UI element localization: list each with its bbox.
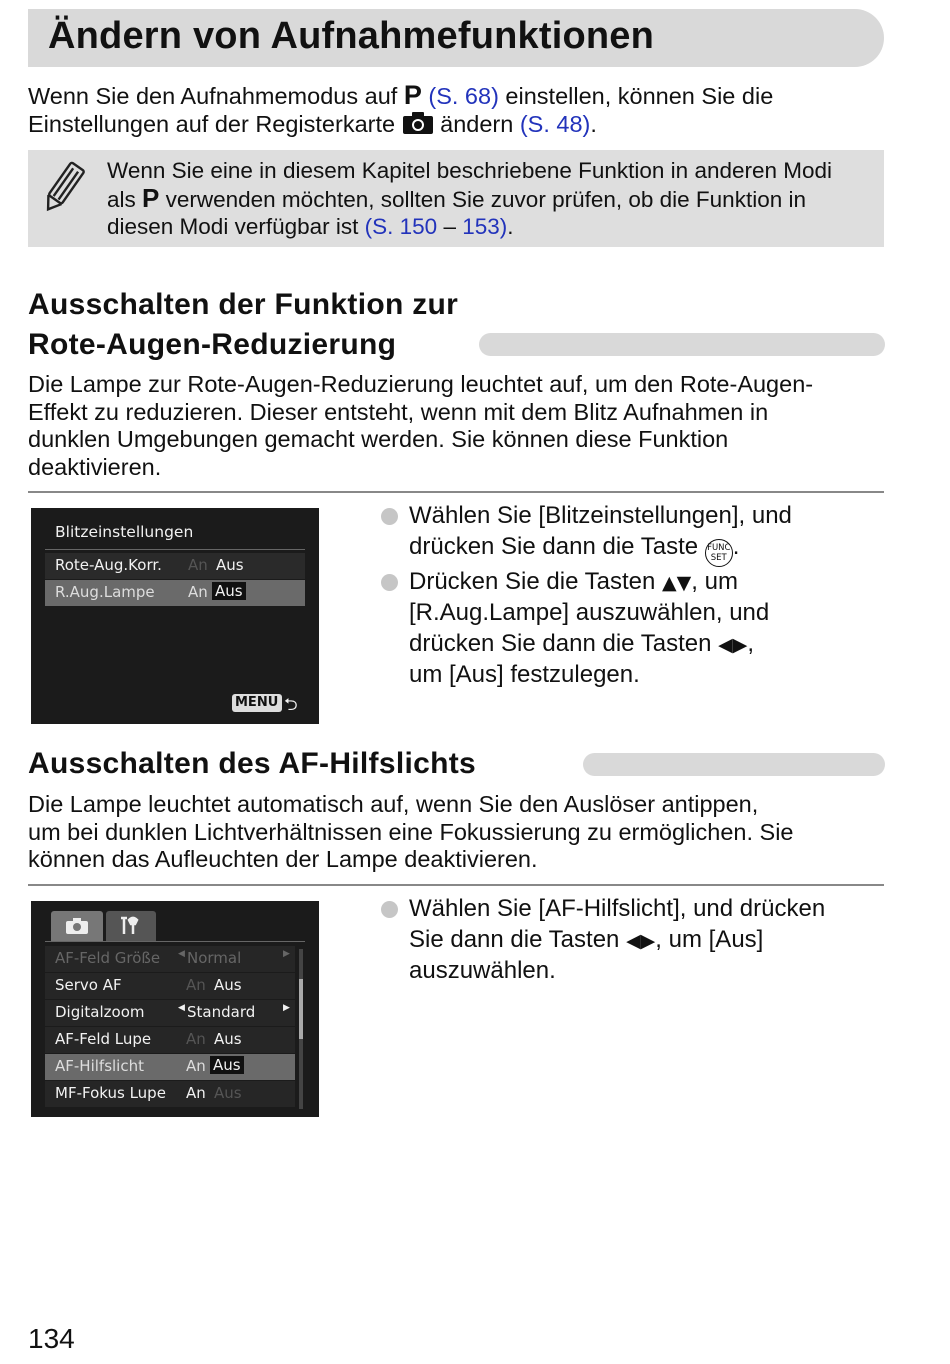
row-label: MF-Fokus Lupe: [55, 1084, 166, 1102]
row-option-on: An: [188, 583, 208, 601]
camera-screen-flash-settings: [31, 508, 319, 724]
link-page-48[interactable]: (S. 48): [519, 110, 591, 137]
menu-label: MENU: [235, 695, 279, 710]
note-line: [107, 213, 877, 241]
note-line: Wenn Sie eine in diesem Kapitel beschriebene Funktion in anderen Modi: [107, 158, 833, 183]
paragraph-line: Die Lampe zur Rote-Augen-Reduzierung leuchtet auf, um den Rote-Augen-: [28, 371, 814, 397]
page-number: 134: [28, 1323, 75, 1354]
bullet-line: um [Aus] festzulegen.: [409, 661, 640, 688]
bullet-item: [381, 501, 901, 567]
screen-row: AF-Feld Größe ◀ Normal ▶: [45, 946, 295, 972]
mode-p-icon: P: [403, 80, 422, 110]
screen-title: Blitzeinstellungen: [55, 523, 194, 541]
tab-setup: [106, 911, 156, 941]
row-label: AF-Hilfslicht: [55, 1057, 144, 1075]
scrollbar-thumb: [299, 979, 303, 1039]
link-page-150[interactable]: (S. 150: [364, 214, 438, 239]
row-option-off: Aus: [214, 1084, 242, 1102]
note-text-part: .: [507, 214, 514, 239]
set-label: SET: [710, 552, 727, 563]
paragraph-line: deaktivieren.: [28, 453, 162, 480]
intro-text: .: [590, 110, 597, 137]
heading-line: Rote-Augen-Reduzierung: [28, 328, 397, 361]
row-label: AF-Feld Lupe: [55, 1030, 152, 1048]
bullet-text: , um: [691, 567, 738, 595]
func-set-button-icon: [705, 539, 733, 567]
camera-tab-icon: [402, 111, 434, 142]
bullet-text: drücken Sie dann die Tasten: [409, 629, 719, 657]
row-label: R.Aug.Lampe: [55, 583, 155, 601]
screen-divider: [45, 941, 305, 942]
bullet-icon: [381, 901, 398, 918]
bullet-text: , um [Aus]: [655, 925, 764, 953]
bullet-line: [R.Aug.Lampe] auszuwählen, und: [409, 599, 770, 626]
note-text-part: diesen Modi verfügbar ist: [107, 214, 365, 239]
paragraph-line: um bei dunklen Lichtverhältnissen eine Fokussierung zu ermöglichen. Sie: [28, 818, 794, 845]
heading-bar: [583, 753, 885, 776]
screen-row: [45, 1081, 295, 1107]
paragraph-line: Die Lampe leuchtet automatisch auf, wenn Sie den Auslöser antippen,: [28, 791, 759, 817]
up-down-arrows-icon: ▲▼: [662, 571, 692, 594]
row-option-off: Aus: [214, 976, 242, 994]
intro-paragraph: [28, 82, 888, 141]
intro-text: ändern: [433, 110, 520, 137]
bullet-line: auszuwählen.: [409, 957, 556, 984]
row-option-off-selected: Aus: [212, 582, 246, 600]
pencil-icon: [40, 160, 86, 216]
row-option-on: An: [188, 556, 208, 574]
row-label: AF-Feld Größe: [55, 949, 161, 967]
row-option-on: An: [186, 1084, 206, 1102]
bullet-line: [409, 567, 901, 599]
paragraph-line: Effekt zu reduzieren. Dieser entsteht, wenn mit dem Blitz Aufnahmen in: [28, 398, 769, 425]
camera-icon: [65, 917, 89, 935]
row-label: Digitalzoom: [55, 1003, 145, 1021]
row-value: Standard: [187, 1003, 256, 1021]
note-text: [107, 157, 877, 241]
heading-line: Ausschalten der Funktion zur: [28, 288, 459, 321]
bullet-icon: [381, 508, 398, 525]
bullet-line: [409, 925, 901, 957]
mode-p-icon: P: [142, 182, 160, 213]
intro-text: Wenn Sie den Aufnahmemodus auf: [28, 83, 404, 109]
screen-divider: [45, 549, 305, 550]
screen-row-selected: [45, 1054, 295, 1080]
row-option-on: An: [186, 1057, 206, 1075]
section-heading-af-assist: Ausschalten des AF-Hilfslichts: [28, 747, 476, 780]
left-right-arrows-icon: ◀▶: [626, 929, 656, 952]
bullet-text: Drücken Sie die Tasten: [409, 567, 663, 595]
row-value: Normal: [187, 949, 242, 967]
note-text-part: verwenden möchten, sollten Sie zuvor prüfen, ob die Funktion in: [159, 186, 806, 212]
paragraph-line: dunklen Umgebungen gemacht werden. Sie können diese Funktion: [28, 426, 729, 452]
bullet-list-af-assist: [381, 894, 901, 987]
note-text-part: –: [437, 214, 463, 239]
section-heading-red-eye: [28, 285, 458, 365]
row-label: Servo AF: [55, 976, 122, 994]
bullet-line: [409, 629, 901, 661]
screen-row: [45, 553, 305, 579]
bullet-text: drücken Sie dann die Taste: [409, 532, 705, 560]
tools-icon: [119, 916, 143, 936]
screen-row-selected: [45, 580, 305, 606]
intro-text: Einstellungen auf der Registerkarte: [28, 110, 402, 137]
bullet-text: Sie dann die Tasten: [409, 925, 627, 953]
divider: [28, 491, 884, 493]
bullet-text: ,: [747, 629, 755, 657]
scrollbar-track: [299, 949, 303, 1109]
bullet-line: Wählen Sie [Blitzeinstellungen], und: [409, 502, 792, 529]
menu-button-icon: [232, 694, 282, 712]
divider: [28, 884, 884, 886]
row-option-on: An: [186, 1030, 206, 1048]
note-line: [107, 182, 877, 214]
bullet-line: [409, 532, 901, 567]
row-option-off-selected: Aus: [210, 1056, 244, 1074]
bullet-item: [381, 894, 901, 987]
tab-shooting: [51, 911, 103, 941]
bullet-icon: [381, 574, 398, 591]
row-option-off: Aus: [216, 556, 244, 574]
row-option-on: An: [186, 976, 206, 994]
note-text-part: als: [107, 186, 143, 212]
screen-row: Digitalzoom ◀ Standard ▶: [45, 1000, 295, 1026]
paragraph-line: können das Aufleuchten der Lampe deaktivieren.: [28, 846, 538, 872]
screen-row: [45, 1027, 295, 1053]
row-option-off: Aus: [214, 1030, 242, 1048]
heading-bar: [479, 333, 885, 356]
link-page-153[interactable]: 153): [462, 214, 508, 239]
bullet-item: [381, 567, 901, 691]
bullet-line: Wählen Sie [AF-Hilfslicht], und drücken: [409, 895, 826, 922]
link-page-68[interactable]: (S. 68): [428, 83, 499, 109]
back-arrow-icon: ⮌: [284, 695, 298, 715]
row-label: Rote-Aug.Korr.: [55, 556, 162, 574]
section1-paragraph: [28, 371, 898, 481]
bullet-text: .: [732, 532, 740, 560]
func-label: FUNC: [707, 542, 731, 553]
section2-paragraph: [28, 791, 898, 874]
bullet-list-red-eye: [381, 501, 901, 691]
screen-row: [45, 973, 295, 999]
camera-screen-af-settings: [31, 901, 319, 1117]
page-title: Ändern von Aufnahmefunktionen: [48, 15, 655, 57]
left-right-arrows-icon: ◀▶: [718, 633, 748, 656]
intro-text: einstellen, können Sie die: [498, 83, 774, 109]
